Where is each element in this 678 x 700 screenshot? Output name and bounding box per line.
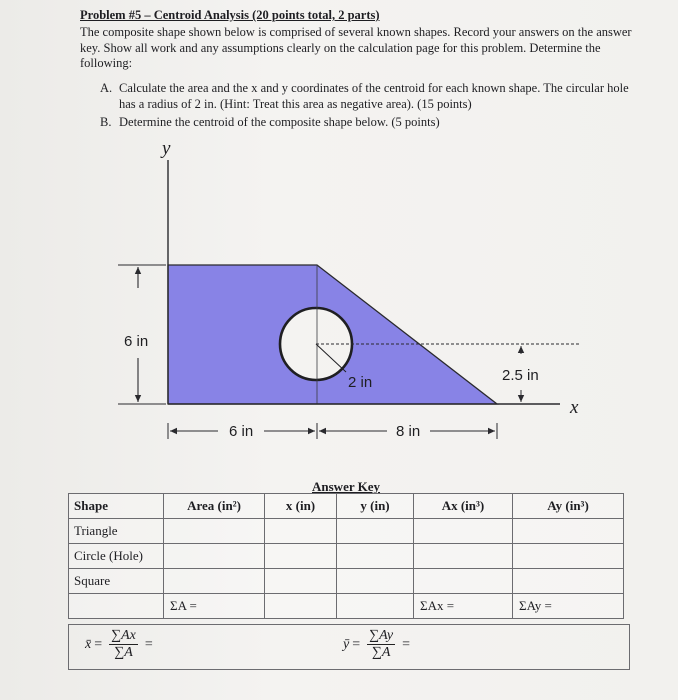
xbar-eq: =: [94, 636, 103, 652]
problem-intro: The composite shape shown below is comprised of several known shapes. Record your answers on the answer key. Show all work and any assumptions clearly on the calculation page for this problem. Determine the following:: [80, 25, 632, 70]
sum-empty-cell: [265, 594, 337, 619]
answer-key-title: Answer Key: [312, 479, 381, 494]
header-x: x (in): [265, 494, 337, 519]
answer-cell[interactable]: [164, 519, 265, 544]
ybar-eq-2: =: [402, 636, 411, 652]
answer-cell[interactable]: [337, 569, 414, 594]
header-shape: Shape: [69, 494, 164, 519]
part-a-label: A.: [100, 81, 113, 95]
table-row: [69, 544, 624, 569]
ybar-numerator: ∑Ay: [369, 628, 394, 643]
xbar-eq-2: =: [144, 636, 153, 652]
row-shape-square: Square: [69, 569, 164, 594]
answer-cell[interactable]: [414, 544, 513, 569]
answer-cell[interactable]: [337, 544, 414, 569]
sum-ay-cell[interactable]: ΣAy =: [513, 594, 624, 619]
answer-cell[interactable]: [164, 544, 265, 569]
answer-cell[interactable]: [265, 544, 337, 569]
answer-cell[interactable]: [164, 569, 265, 594]
answer-cell[interactable]: [513, 519, 624, 544]
part-b-text: Determine the centroid of the composite shape below. (5 points): [119, 115, 440, 129]
table-sum-row: [69, 594, 624, 619]
answer-cell[interactable]: [414, 569, 513, 594]
ybar-eq: =: [352, 636, 361, 652]
radius-label: 2 in: [348, 374, 373, 391]
xbar-denominator: ∑A: [114, 645, 133, 660]
problem-title: Problem #5 – Centroid Analysis (20 points total, 2 parts): [80, 8, 380, 22]
xbar-fraction: [109, 628, 138, 661]
row-shape-circle: Circle (Hole): [69, 544, 164, 569]
header-area: Area (in²): [164, 494, 265, 519]
height-dim-label: 6 in: [124, 333, 149, 350]
part-a-text: Calculate the area and the x and y coordinates of the centroid for each known shape. The circular hole has a radius of 2 in. (Hint: Treat this area as negative area). (15 points): [119, 81, 629, 111]
table-row: [69, 569, 624, 594]
center-height-label: 2.5 in: [502, 367, 539, 384]
table-header-row: [69, 494, 624, 519]
ybar-formula[interactable]: [343, 628, 413, 661]
composite-shape: [168, 265, 497, 404]
header-y: y (in): [337, 494, 414, 519]
sum-ax-cell[interactable]: ΣAx =: [414, 594, 513, 619]
radius-line: [316, 344, 346, 372]
part-b-label: B.: [100, 115, 112, 129]
sum-empty-cell: [337, 594, 414, 619]
width-right-label: 8 in: [396, 423, 421, 440]
answer-cell[interactable]: [513, 544, 624, 569]
header-ay: Ay (in³): [513, 494, 624, 519]
sum-area-cell[interactable]: ΣA =: [164, 594, 265, 619]
answer-cell[interactable]: [513, 569, 624, 594]
xbar-symbol: x̄: [85, 636, 92, 652]
answer-cell[interactable]: [337, 519, 414, 544]
header-ax: Ax (in³): [414, 494, 513, 519]
ybar-symbol: ȳ: [343, 636, 350, 652]
row-shape-triangle: Triangle: [69, 519, 164, 544]
answer-key-table: [68, 493, 624, 619]
ybar-fraction: [367, 628, 395, 661]
sum-empty-cell: [69, 594, 164, 619]
answer-cell[interactable]: [265, 569, 337, 594]
y-axis-label: y: [162, 138, 171, 159]
xbar-numerator: ∑Ax: [111, 628, 136, 643]
centroid-formula-box: [68, 624, 630, 670]
ybar-denominator: ∑A: [371, 645, 391, 660]
table-row: [69, 519, 624, 544]
width-left-label: 6 in: [229, 423, 254, 440]
answer-cell[interactable]: [414, 519, 513, 544]
xbar-formula[interactable]: [85, 628, 156, 661]
answer-cell[interactable]: [265, 519, 337, 544]
x-axis-label: x: [570, 397, 579, 418]
